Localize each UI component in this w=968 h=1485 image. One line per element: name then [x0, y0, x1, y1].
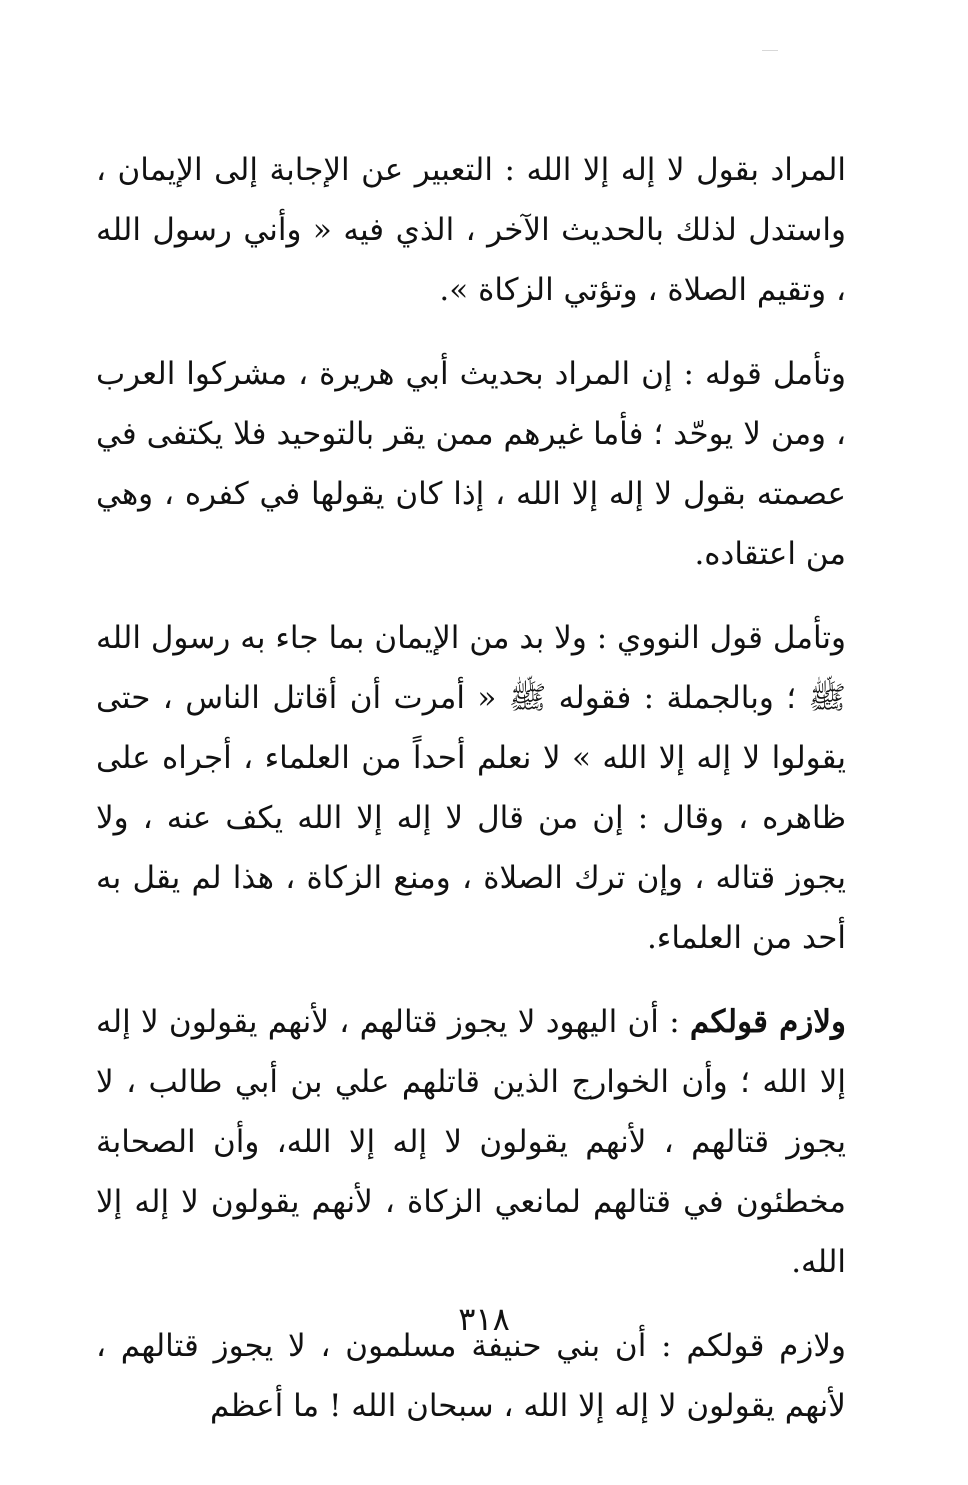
paragraph-2 — [96, 344, 846, 584]
paragraph-1 — [96, 140, 846, 320]
paragraph-3 — [96, 608, 846, 968]
paragraph-4 — [96, 992, 846, 1292]
paragraph-3-text: وتأمل قول النووي : ولا بد من الإيمان بما جاء به رسول الله ﷺ ؛ وبالجملة : فقوله ﷺ « أمرت أن أقاتل الناس ، حتى يقولوا لا إله إلا الله » لا نعلم أحداً من العلماء ، أجراه على ظاهره ، وقال : إن من قال لا إله إلا الله يكف عنه ، ولا يجوز قتاله ، وإن ترك الصلاة ، ومنع الزكاة ، هذا لم يقل به أحد من العلماء. — [96, 620, 846, 956]
paragraph-1-text: المراد بقول لا إله إلا الله : التعبير عن الإجابة إلى الإيمان ، واستدل لذلك بالحديث الآخر ، الذي فيه « وأني رسول الله ، وتقيم الصلاة ، وتؤتي الزكاة ». — [96, 152, 846, 308]
scan-mark — [762, 50, 778, 51]
paragraph-4-text: : أن اليهود لا يجوز قتالهم ، لأنهم يقولون لا إله إلا الله ؛ وأن الخوارج الذين قاتلهم علي بن أبي طالب ، لا يجوز قتالهم ، لأنهم يقولون لا إله إلا الله، وأن الصحابة مخطئون في قتالهم لمانعي الزكاة ، لأنهم يقولون لا إله إلا الله. — [96, 1004, 846, 1280]
page-number: ٣١٨ — [458, 1300, 510, 1338]
page-body — [96, 140, 846, 1424]
paragraph-2-text: وتأمل قوله : إن المراد بحديث أبي هريرة ، مشركوا العرب ، ومن لا يوحّد ؛ فأما غيرهم ممن يقر بالتوحيد فلا يكتفى في عصمته بقول لا إله إلا الله ، إذا كان يقولها في كفره ، وهي من اعتقاده. — [96, 356, 846, 572]
paragraph-4-lead: ولازم قولكم — [689, 1004, 846, 1040]
paragraph-5-text: ولازم قولكم : أن بني حنيفة مسلمون ، لا يجوز قتالهم ، لأنهم يقولون لا إله إلا الله ، سبحان الله ! ما أعظم — [96, 1328, 846, 1424]
